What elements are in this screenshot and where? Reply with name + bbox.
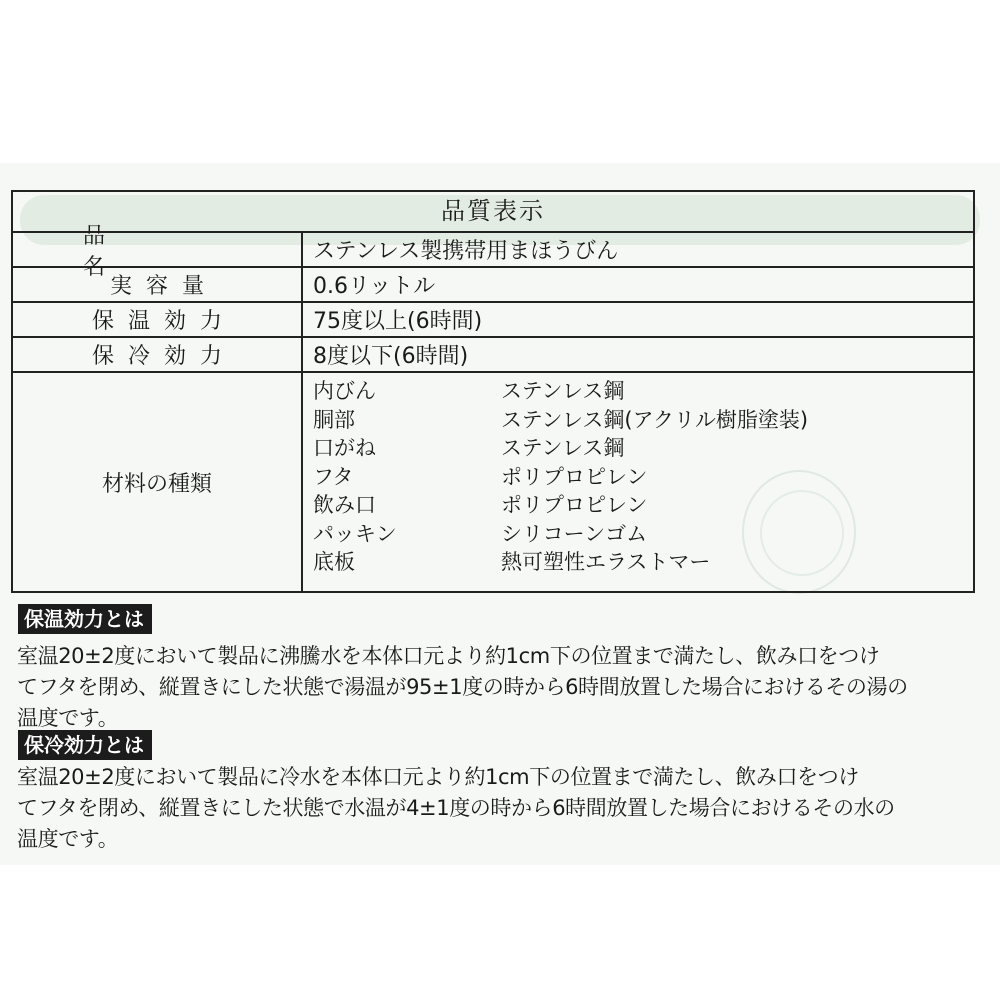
material-value: ポリプロピレン: [501, 493, 648, 517]
quality-table-title: 品質表示: [13, 192, 973, 233]
materials-list: [313, 377, 808, 577]
cold-effect-description: [17, 762, 992, 855]
material-item: [313, 520, 808, 549]
row-product-name: [13, 223, 973, 280]
material-item: [313, 548, 808, 577]
material-item: [313, 463, 808, 492]
value-heat-retention: 75度以上(6時間): [313, 309, 483, 334]
material-part: 口がね: [313, 436, 376, 460]
material-value: シリコーンゴム: [501, 521, 648, 546]
row-capacity: [13, 268, 973, 303]
heat-effect-heading: 保温効力とは: [18, 604, 152, 634]
heat-effect-line: 温度です。: [17, 706, 119, 730]
material-part: パッキン: [313, 521, 397, 546]
heat-effect-description: [17, 641, 992, 734]
material-part: 飲み口: [313, 493, 376, 517]
material-part: 内びん: [313, 379, 376, 403]
material-item: [313, 434, 808, 463]
material-part: 胴部: [313, 407, 355, 432]
cold-effect-line: てフタを閉め、縦置きにした状態で水温が4±1度の時から6時間放置した場合におけるその水の: [17, 796, 895, 820]
material-value: ステンレス鋼: [501, 379, 625, 403]
material-part: フタ: [313, 464, 354, 489]
material-value: ポリプロピレン: [501, 464, 648, 489]
value-cold-retention: 8度以下(6時間): [313, 344, 469, 369]
material-part: 底板: [313, 550, 355, 574]
label-capacity: 実容量: [13, 268, 303, 301]
material-value: ステンレス鋼: [501, 436, 625, 460]
cold-effect-line: 室温20±2度において製品に冷水を本体口元より約1cm下の位置まで満たし、飲み口をつけ: [17, 765, 859, 789]
cold-effect-line: 温度です。: [17, 827, 119, 851]
label-cold-retention: 保冷効力: [13, 338, 303, 371]
row-heat-retention: [13, 303, 973, 338]
cold-effect-heading: 保冷効力とは: [18, 730, 152, 760]
material-item: [313, 406, 808, 435]
label-materials: 材料の種類: [13, 373, 303, 591]
material-item: [313, 491, 808, 520]
heat-effect-line: 室温20±2度において製品に沸騰水を本体口元より約1cm下の位置まで満たし、飲み口をつけ: [17, 644, 880, 668]
material-value: ステンレス鋼(アクリル樹脂塗装): [501, 407, 809, 432]
label-product-name: 品 名: [13, 233, 303, 266]
label-heat-retention: 保温効力: [13, 303, 303, 336]
material-value: 熱可塑性エラストマー: [501, 550, 711, 574]
row-materials: [13, 373, 973, 591]
row-cold-retention: [13, 338, 973, 373]
heat-effect-line: てフタを閉め、縦置きにした状態で湯温が95±1度の時から6時間放置した場合におけるその湯の: [17, 675, 908, 699]
quality-table: [11, 190, 975, 593]
value-capacity: 0.6リットル: [313, 274, 436, 299]
material-item: [313, 377, 808, 406]
value-product-name: ステンレス製携帯用まほうびん: [313, 239, 619, 264]
